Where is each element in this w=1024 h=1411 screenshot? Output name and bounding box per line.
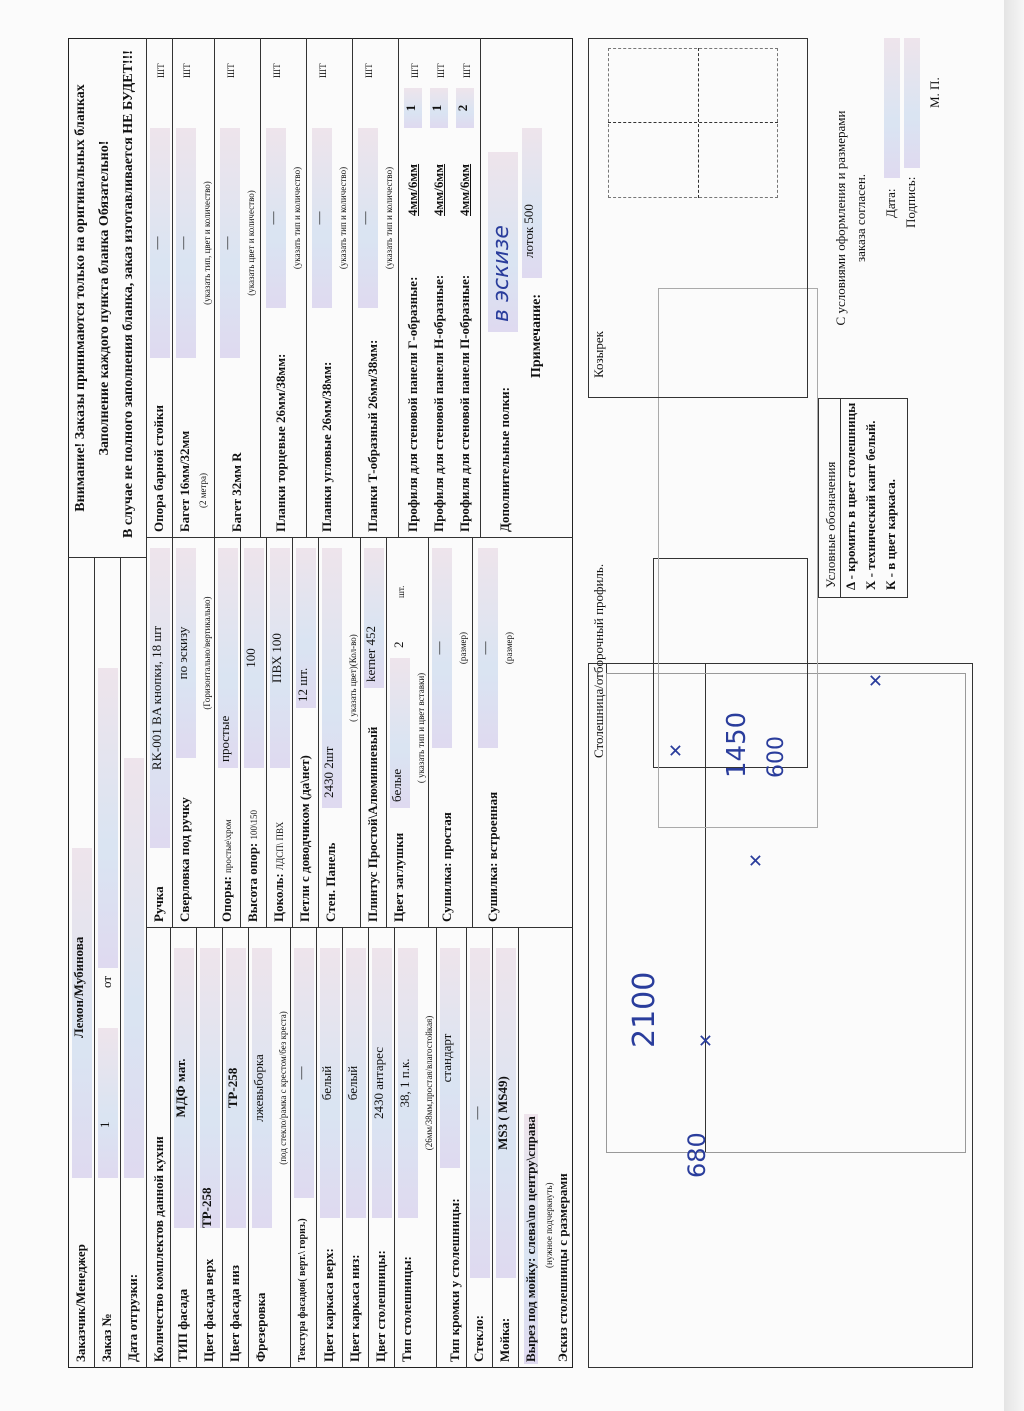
- end-strips-note: (указать тип и количество): [292, 166, 302, 270]
- dim-680: 680: [683, 1132, 711, 1178]
- cross-mark: ✕: [696, 1032, 717, 1048]
- profile-p-unit: ШТ: [462, 63, 472, 78]
- profile-g-unit: ШТ: [410, 63, 420, 78]
- legs-label: Опоры:: [219, 876, 234, 922]
- bar-support-label: Опора барной стойки: [151, 405, 166, 532]
- profile-h-label: Профиля для стеновой панели Н-образные:: [431, 274, 446, 532]
- order-label: Заказ №: [99, 1313, 114, 1362]
- baget32-color-note: (указать цвет и количество): [246, 190, 256, 296]
- baget32-value: —: [220, 128, 240, 358]
- profile-p-count: 2: [456, 88, 474, 128]
- handle-label: Ручка: [151, 886, 166, 922]
- carcass-bottom-value: белый: [346, 948, 366, 1218]
- stamp-label: М. П.: [927, 77, 942, 108]
- customer-label: Заказчик/Менеджер: [73, 1244, 88, 1362]
- baget32-unit: ШТ: [226, 63, 236, 78]
- ship-date-field[interactable]: [124, 758, 144, 1178]
- baget16-label: Багет 16мм/32мм: [177, 430, 192, 532]
- countertop-type-note: (26мм/38мм,простая/влагостойкая): [424, 1015, 434, 1151]
- caps-value: белые: [390, 658, 410, 808]
- plinth-sub: ЛДСП\ ПВХ: [275, 821, 285, 870]
- texture-label: Текстура фасадов( верт.\ гориз.): [297, 1218, 308, 1362]
- date-field[interactable]: [884, 38, 900, 178]
- facade-bottom-color-label: Цвет фасада низ: [227, 1265, 242, 1362]
- baget16-type-note: (указать тип, цвет и количество): [202, 181, 212, 305]
- profile-g-count: 1: [404, 88, 422, 128]
- plinth-value: ПВХ 100: [270, 548, 290, 768]
- hinges-label: Петли с доводчиком (да\нет): [297, 755, 312, 922]
- t-strips-note: (указать тип и количество): [384, 166, 394, 270]
- baget16-note: (2 метра): [198, 473, 208, 508]
- wall-panel-value: 2430 2шт: [322, 548, 342, 808]
- wall-panel-note: ( указать цвет)(Кол-во): [348, 634, 358, 722]
- end-strips-unit: ШТ: [272, 63, 282, 78]
- notice-line-3: В случае не полного заполнения бланка, заказ изготавливается НЕ БУДЕТ!!!: [121, 50, 136, 538]
- profile-h-unit: ШТ: [436, 63, 446, 78]
- sink-value: MS3 ( MS49): [496, 948, 516, 1278]
- dim-600: 600: [764, 736, 789, 778]
- cross-mark: ✕: [746, 852, 767, 868]
- drilling-value: по эскизу: [176, 548, 196, 758]
- wall-panel-label: Стен. Панель: [323, 842, 338, 922]
- drilling-label: Сверловка под ручку: [177, 797, 192, 922]
- bar-support-value: —: [150, 128, 170, 358]
- legend-line-3: К - в цвет каркаса.: [883, 479, 898, 590]
- cross-mark: ✕: [866, 672, 887, 688]
- visor-sketch: [608, 48, 778, 198]
- hinges-value: 12 шт.: [296, 548, 316, 708]
- countertop-color-label: Цвет столешницы:: [373, 1250, 388, 1362]
- dryer-simple-value: —: [432, 548, 452, 748]
- notice-line-2: Заполнение каждого пункта бланка Обязательно!: [97, 140, 112, 456]
- legs-height-label: Высота опор:: [245, 842, 260, 922]
- skirting-label: Плинтус Простой\Алюминиевый: [365, 726, 380, 922]
- sketch-label: Эскиз столешницы с размерами: [555, 1173, 570, 1362]
- order-form-sheet: [68, 38, 973, 1368]
- facade-top-color-value: ТР-258: [200, 948, 220, 1228]
- legs-height-sub: 100\150: [249, 809, 259, 840]
- paper-edge: [1004, 0, 1024, 1411]
- signature-field[interactable]: [904, 38, 920, 168]
- sink-cutout-label: Вырез под мойку: слева\по центру\справа: [523, 1116, 538, 1362]
- agreement-line-2: заказа согласен.: [853, 173, 868, 263]
- sink-label: Мойка:: [497, 1317, 512, 1362]
- corner-strips-unit: ШТ: [318, 63, 328, 78]
- from-label: от: [99, 975, 114, 988]
- skirting-value: kerner 452: [364, 548, 384, 688]
- drilling-note: (Горизонтально/вертикально): [202, 596, 212, 710]
- signature-label: Подпись:: [903, 176, 918, 228]
- dryer-simple-label: Сушилка: простая: [439, 812, 454, 922]
- plinth-label: Цоколь:: [271, 873, 286, 922]
- order-date-field[interactable]: [98, 668, 118, 968]
- facade-bottom-color-value: ТР-258: [226, 948, 246, 1228]
- date-label: Дата:: [883, 188, 898, 218]
- bar-support-unit: ШТ: [156, 63, 166, 78]
- milling-value: лжевыборка: [252, 948, 272, 1228]
- carcass-bottom-label: Цвет каркаса низ:: [347, 1254, 362, 1362]
- legs-height-value: 100: [244, 548, 264, 768]
- corner-strips-value: —: [312, 128, 332, 308]
- profile-g-value: 4мм/6мм: [405, 163, 420, 216]
- extra-shelves-label: Дополнительные полки:: [497, 387, 512, 532]
- legs-sub: простые\хром: [223, 819, 233, 873]
- order-number: 1: [98, 1028, 118, 1178]
- countertop-type-label: Тип столешницы:: [399, 1256, 414, 1362]
- edge-type-value: стандарт: [440, 948, 460, 1168]
- countertop-color-value: 2430 антарес: [372, 948, 392, 1218]
- corner-strips-note: (указать тип и количество): [338, 166, 348, 270]
- t-strips-unit: ШТ: [364, 63, 374, 78]
- dim-1450: 1450: [722, 711, 752, 778]
- dim-2100: 2100: [627, 971, 662, 1048]
- countertop-type-value: 38, 1 п.к.: [398, 948, 418, 1218]
- baget32-label: Багет 32мм R: [229, 452, 244, 532]
- kits-count-label: Количество комплектов данной кухни: [151, 1136, 166, 1362]
- corner-strips-label: Планки угловые 26мм/38мм:: [319, 361, 334, 532]
- texture-value: —: [294, 948, 314, 1198]
- profile-g-label: Профиля для стеновой панели Г-образные:: [405, 276, 420, 532]
- carcass-top-value: белый: [320, 948, 340, 1218]
- milling-note: (под стекло/рамка с крестом/без креста): [278, 1011, 288, 1165]
- edge-type-label: Тип кромки у столешницы:: [447, 1198, 462, 1362]
- legend-title: Условные обозначения: [823, 461, 838, 588]
- end-strips-label: Планки торцевые 26мм/38мм:: [273, 353, 288, 532]
- milling-label: Фрезеровка: [253, 1292, 268, 1362]
- t-strips-label: Планки Т-образный 26мм/38мм:: [365, 339, 380, 532]
- legend-line-2: Х - технический кант белый.: [863, 420, 878, 590]
- ship-date-label: Дата отгрузки:: [125, 1273, 140, 1362]
- profile-p-label: Профиля для стеновой панели П-образные:: [457, 274, 472, 532]
- baget16-unit: ШТ: [182, 63, 192, 78]
- sink-cutout-note: (нужное подчеркнуть): [544, 1182, 554, 1268]
- agreement-line-1: С условиями оформления и размерами: [833, 110, 848, 326]
- baget16-value: —: [176, 128, 196, 358]
- profile-h-count: 1: [430, 88, 448, 128]
- caps-count: 2: [391, 641, 406, 648]
- t-strips-value: —: [358, 128, 378, 308]
- dryer-builtin-size-note: (размер): [504, 631, 514, 665]
- dryer-simple-size-note: (размер): [458, 631, 468, 665]
- profile-h-value: 4мм/6мм: [431, 163, 446, 216]
- cross-mark: ✕: [666, 742, 687, 758]
- facade-type-value: МДФ мат.: [174, 948, 194, 1228]
- caps-note: ( указать тип и цвет вставки): [416, 672, 426, 784]
- dryer-builtin-value: —: [478, 548, 498, 748]
- legend-line-1: Δ - кромить в цвет столешницы: [843, 402, 858, 590]
- handle-value: RK-001 BA кнопки, 18 шт: [150, 548, 170, 848]
- dryer-builtin-label: Сушилка: встроенная: [485, 791, 500, 922]
- visor-label: Козырек: [591, 331, 606, 378]
- facade-top-color-label: Цвет фасада верх: [201, 1258, 216, 1362]
- profile-p-value: 4мм/6мм: [457, 163, 472, 216]
- facade-type-label: ТИП фасада: [175, 1288, 190, 1362]
- carcass-top-label: Цвет каркаса верх:: [321, 1248, 336, 1362]
- extra-shelves-value: в эскизе: [488, 152, 518, 332]
- notice-line-1: Внимание! Заказы принимаются только на оригинальных бланках: [73, 84, 88, 512]
- remark-value: лоток 500: [522, 128, 542, 278]
- caps-unit: шт.: [396, 585, 406, 598]
- end-strips-value: —: [266, 128, 286, 308]
- remark-label: Примечание:: [529, 293, 544, 378]
- glass-label: Стекло:: [471, 1315, 486, 1362]
- legs-value: простые: [218, 548, 238, 768]
- customer-value: Лемон/Мубинова: [72, 848, 92, 1178]
- glass-value: —: [470, 948, 490, 1278]
- tabletop-profile-label: Столешница/отборочный профиль.: [591, 563, 606, 758]
- caps-label: Цвет заглушки: [391, 832, 406, 922]
